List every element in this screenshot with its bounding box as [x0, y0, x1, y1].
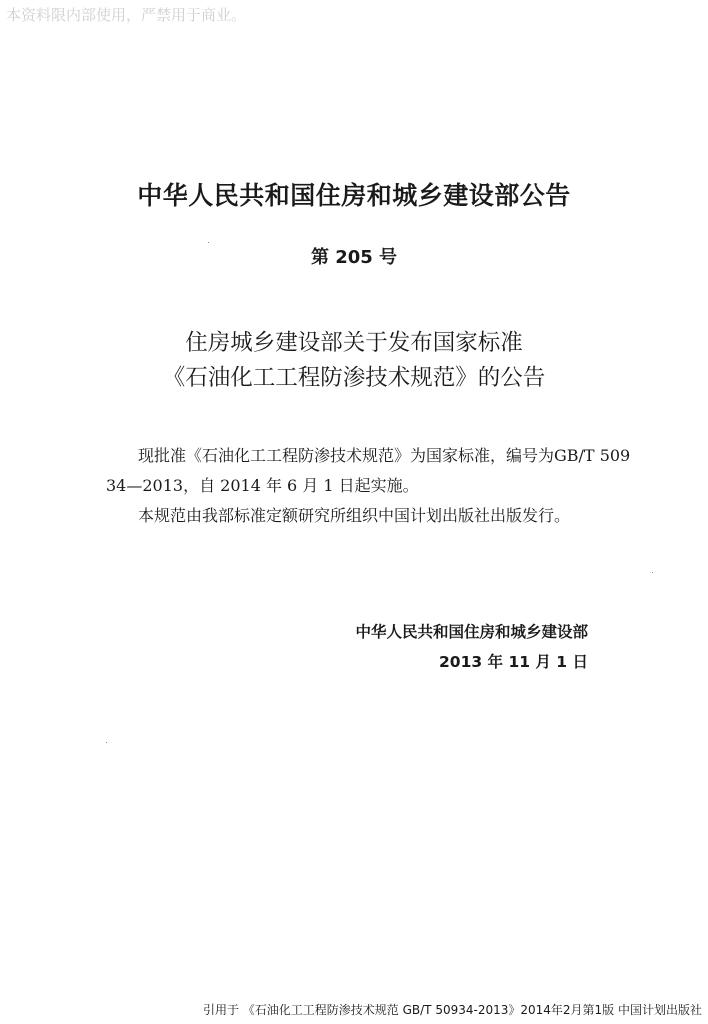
- scan-speck: [106, 742, 107, 743]
- subject-line-1: 住房城乡建设部关于发布国家标准: [185, 330, 523, 356]
- scan-speck: [208, 242, 209, 243]
- subject-line-2: 《石油化工工程防渗技术规范》的公告: [162, 365, 546, 391]
- issuer-block: [355, 617, 588, 677]
- citation-footer: 引用于 《石油化工工程防渗技术规范 GB/T 50934-2013》2014年2月第1版 中国计划出版社: [202, 1003, 702, 1017]
- notice-number: 第 205 号: [310, 247, 398, 268]
- issuer-name: 中华人民共和国住房和城乡建设部: [355, 623, 588, 641]
- agency-title: 中华人民共和国住房和城乡建设部公告: [137, 181, 571, 210]
- scan-speck: [652, 572, 653, 573]
- body-paragraph-publication: 本规范由我部标准定额研究所组织中国计划出版社出版发行。: [138, 506, 571, 525]
- body-paragraph-approval: 现批准《石油化工工程防渗技术规范》为国家标准，编号为GB/T 50934—2013，自 2014 年 6 月 1 日起实施。: [106, 446, 631, 495]
- notice-body: [106, 441, 634, 531]
- issue-date: 2013 年 11 月 1 日: [439, 653, 588, 671]
- notice-subject: [0, 326, 708, 396]
- watermark-text: 本资料限内部使用，严禁用于商业。: [6, 6, 247, 24]
